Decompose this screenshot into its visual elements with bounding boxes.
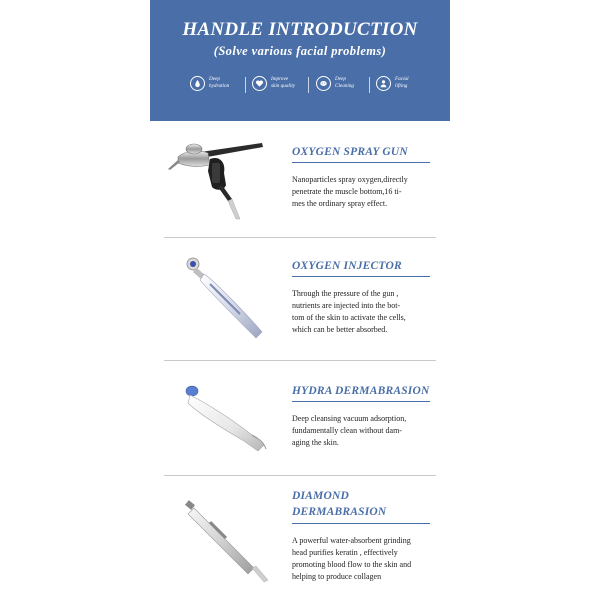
product-title: OXYGEN SPRAY GUN — [292, 146, 408, 158]
product-title: DIAMOND DERMABRASION — [292, 490, 387, 518]
diamond-dermabrasion-image — [182, 498, 274, 586]
water-drop-icon — [190, 76, 205, 91]
product-item-oxygen-spray-gun — [150, 121, 450, 238]
title-underline — [292, 401, 430, 402]
face-icon — [316, 76, 331, 91]
hydra-dermabrasion-image — [180, 379, 280, 459]
feature-deep-hydration — [187, 74, 247, 98]
page-title: HANDLE INTRODUCTION — [182, 19, 418, 40]
page-subtitle: (Solve various facial problems) — [213, 44, 387, 58]
feature-divider — [369, 77, 370, 93]
product-description: Nanoparticles spray oxygen,directly penetrate the muscle bottom,16 ti- mes the ordinary spray effect. — [292, 175, 408, 208]
feature-list — [187, 74, 427, 98]
heart-icon — [252, 76, 267, 91]
feature-divider — [308, 77, 309, 93]
title-underline — [292, 162, 430, 163]
feature-label: Facial lifting — [395, 76, 409, 89]
handle-introduction-panel — [150, 0, 450, 600]
title-underline — [292, 276, 430, 277]
product-item-hydra-dermabrasion — [150, 361, 450, 475]
feature-facial-lifting — [373, 74, 433, 98]
feature-improve-skin-quality — [249, 74, 309, 98]
feature-label: Deep hydration — [209, 76, 230, 89]
product-description: Through the pressure of the gun , nutrients are injected into the bot- tom of the skin to activate the cells, which can be better absorbed. — [292, 289, 406, 334]
feature-label: Improve skin quality — [271, 76, 296, 89]
product-item-oxygen-injector — [150, 238, 450, 360]
feature-divider — [245, 77, 246, 93]
oxygen-spray-gun-image — [164, 135, 284, 227]
product-title: HYDRA DERMABRASION — [292, 385, 430, 397]
header-banner — [150, 0, 450, 121]
product-item-diamond-dermabrasion — [150, 476, 450, 600]
person-icon — [376, 76, 391, 91]
product-description: A powerful water-absorbent grinding head purifies keratin , effectively promoting blood flow to the skin and helping to produce collagen — [292, 536, 412, 581]
oxygen-injector-image — [180, 252, 280, 342]
feature-deep-cleaning — [313, 74, 373, 98]
feature-label: Deep Cleaning — [335, 76, 355, 89]
title-underline — [292, 523, 430, 524]
product-title: OXYGEN INJECTOR — [292, 260, 402, 272]
product-description: Deep cleansing vacuum adsorption, fundamentally clean without dam- aging the skin. — [292, 414, 407, 447]
